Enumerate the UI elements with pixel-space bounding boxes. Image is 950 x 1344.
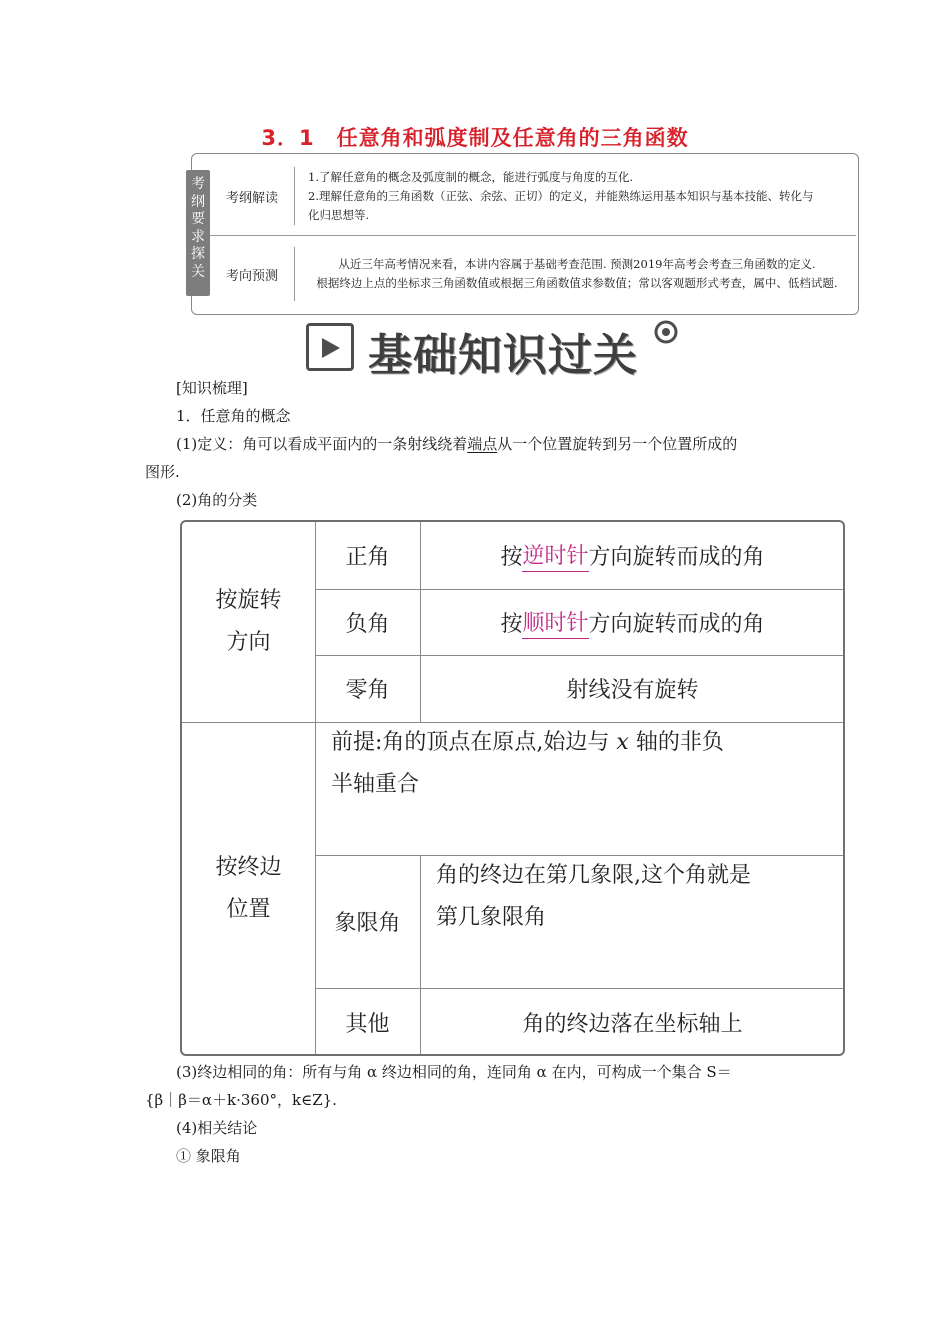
negative-angle-name: 负角 <box>345 611 390 637</box>
quadrant-angle-name: 象限角 <box>334 911 401 936</box>
underlined-term: 端点 <box>467 435 498 453</box>
negative-angle-desc <box>420 589 845 655</box>
text-line: 根据终边上点的坐标求三角函数值或根据三角函数值求参数值；常以客观题形式考查，属中、低档试题. <box>316 276 838 290</box>
text-line: 1.了解任意角的概念及弧度制的概念，能进行弧度与角度的互化. <box>308 169 634 184</box>
row-divider <box>294 247 295 301</box>
counterclockwise-highlight: 逆时针 <box>522 539 588 572</box>
definition-line-2: 图形. <box>145 463 180 481</box>
positive-angle-desc <box>420 522 845 589</box>
item-heading: 1．任意角的概念 <box>176 407 291 425</box>
desc-text: 按 <box>500 545 523 570</box>
row-divider <box>294 167 295 225</box>
banner-title: 基础知识过关 <box>368 330 638 381</box>
group-label: 按终边 <box>215 855 282 880</box>
group-rotation-direction <box>182 522 315 722</box>
angle-classification-table <box>180 520 845 1056</box>
target-icon <box>654 320 678 344</box>
quadrant-angle-heading: ① 象限角 <box>176 1147 241 1165</box>
quadrant-angle-desc <box>420 855 845 988</box>
group-label: 方向 <box>226 630 271 655</box>
syllabus-interpretation-text <box>308 157 846 235</box>
exam-forecast-row <box>210 237 856 311</box>
desc-text: 方向旋转而成的角 <box>588 545 765 570</box>
coterminal-set: {β｜β＝α＋k·360°，k∈Z}. <box>145 1091 337 1109</box>
section-banner <box>306 323 678 381</box>
classification-heading: (2)角的分类 <box>176 491 258 509</box>
group-label: 按旋转 <box>215 588 282 613</box>
desc-line: 第几象限角 <box>436 905 547 930</box>
syllabus-interpretation-row <box>210 157 856 236</box>
definition-text: 从一个位置旋转到另一个位置所成的 <box>497 435 738 453</box>
premise-cell <box>315 722 845 855</box>
side-tab-char: 探 <box>191 246 205 262</box>
text-line: 从近三年高考情况来看，本讲内容属于基础考查范围. 预测2019年高考会考查三角函数的定义. <box>338 257 816 271</box>
premise-line: 半轴重合 <box>331 772 420 797</box>
coterminal-line: (3)终边相同的角：所有与角 α 终边相同的角，连同角 α 在内，可构成一个集合 S＝ <box>176 1063 732 1081</box>
side-tab-char: 纲 <box>191 193 205 210</box>
desc-text: 按 <box>500 611 523 637</box>
text-line: 2.理解任意角的三角函数（正弦、余弦、正切）的定义，并能熟练运用基本知识与基本技能、转化与 <box>308 188 814 203</box>
other-angle-name: 其他 <box>345 1011 390 1037</box>
text-line: 化归思想等. <box>308 207 370 222</box>
play-icon <box>306 323 354 371</box>
exam-forecast-text <box>308 237 846 311</box>
desc-text: 方向旋转而成的角 <box>588 611 765 637</box>
zero-angle-name: 零角 <box>345 678 390 703</box>
exam-forecast-label: 考向预测 <box>225 268 278 284</box>
knowledge-review-heading: [知识梳理] <box>176 379 248 397</box>
desc-line: 角的终边在第几象限,这个角就是 <box>436 863 751 888</box>
section-title: 3．1 任意角和弧度制及任意角的三角函数 <box>261 126 689 150</box>
definition-line <box>176 434 737 454</box>
side-tab-char: 关 <box>191 263 205 280</box>
x-variable: x <box>616 730 629 755</box>
premise-line <box>331 722 724 764</box>
side-tab-char: 求 <box>191 228 205 245</box>
zero-angle-desc: 射线没有旋转 <box>566 678 699 703</box>
other-angle-desc: 角的终边落在坐标轴上 <box>522 1011 743 1037</box>
group-label: 位置 <box>226 897 271 922</box>
premise-text: 轴的非负 <box>635 730 724 755</box>
premise-text: 前提:角的顶点在原点,始边与 <box>331 730 610 755</box>
syllabus-interpretation-label: 考纲解读 <box>225 190 278 206</box>
side-tab-char: 考 <box>191 176 205 192</box>
conclusions-heading: (4)相关结论 <box>176 1119 258 1137</box>
definition-text: (1)定义：角可以看成平面内的一条射线绕着 <box>176 435 468 453</box>
group-terminal-side-position <box>182 722 315 1056</box>
clockwise-highlight: 顺时针 <box>522 606 588 639</box>
exam-requirements-side-tab <box>186 170 210 296</box>
positive-angle-name: 正角 <box>345 545 390 570</box>
side-tab-char: 要 <box>191 211 205 227</box>
